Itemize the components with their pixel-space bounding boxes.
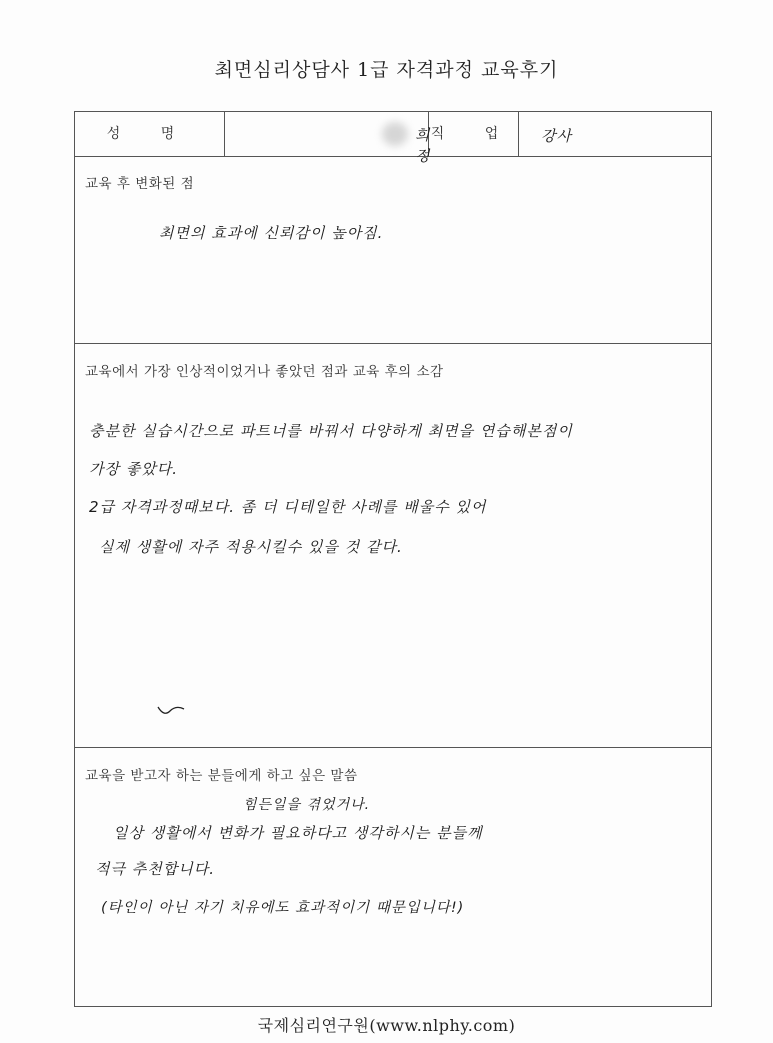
review-form [74, 111, 712, 1007]
document-footer: 국제심리연구원(www.nlphy.com) [257, 1016, 516, 1035]
message-line-1: 일상 생활에서 변화가 필요하다고 생각하시는 분들께 [113, 824, 483, 842]
name-value: 희정 [415, 126, 431, 165]
job-cell [519, 112, 711, 156]
impression-line-2: 가장 좋았다. [89, 460, 178, 478]
redacted-name-blur [382, 122, 408, 146]
section-impression-title: 교육에서 가장 인상적이었거나 좋았던 점과 교육 후의 소감 [85, 364, 444, 380]
impression-line-3: 2급 자격과정때보다. 좀 더 디테일한 사례를 배울수 있어 [89, 498, 487, 516]
message-line-2: 적극 추천합니다. [95, 860, 215, 878]
change-line-1: 최면의 효과에 신뢰감이 높아짐. [159, 224, 384, 242]
impression-line-1: 충분한 실습시간으로 파트너를 바꿔서 다양하게 최면을 연습해본점이 [89, 422, 573, 440]
name-label: 성 명 [75, 112, 225, 156]
message-line-3: (타인이 아닌 자기 치유에도 효과적이기 때문입니다!) [101, 900, 465, 916]
job-value: 강사 [541, 127, 572, 145]
impression-line-4: 실제 생활에 자주 적용시킬수 있을 것 같다. [99, 538, 403, 556]
name-cell [225, 112, 431, 165]
job-label: 직 업 [429, 112, 519, 156]
info-row [75, 112, 711, 165]
message-insert-note: 힘든일을 겪었거나. [243, 797, 371, 813]
insertion-caret-mark [156, 705, 186, 717]
section-message-title: 교육을 받고자 하는 분들에게 하고 싶은 말씀 [85, 768, 358, 784]
section-message [75, 748, 711, 1006]
document-title: 최면심리상담사 1급 자격과정 교육후기 [214, 59, 559, 81]
section-change-title: 교육 후 변화된 점 [85, 176, 195, 192]
section-impression [75, 344, 711, 748]
section-change [75, 156, 711, 344]
